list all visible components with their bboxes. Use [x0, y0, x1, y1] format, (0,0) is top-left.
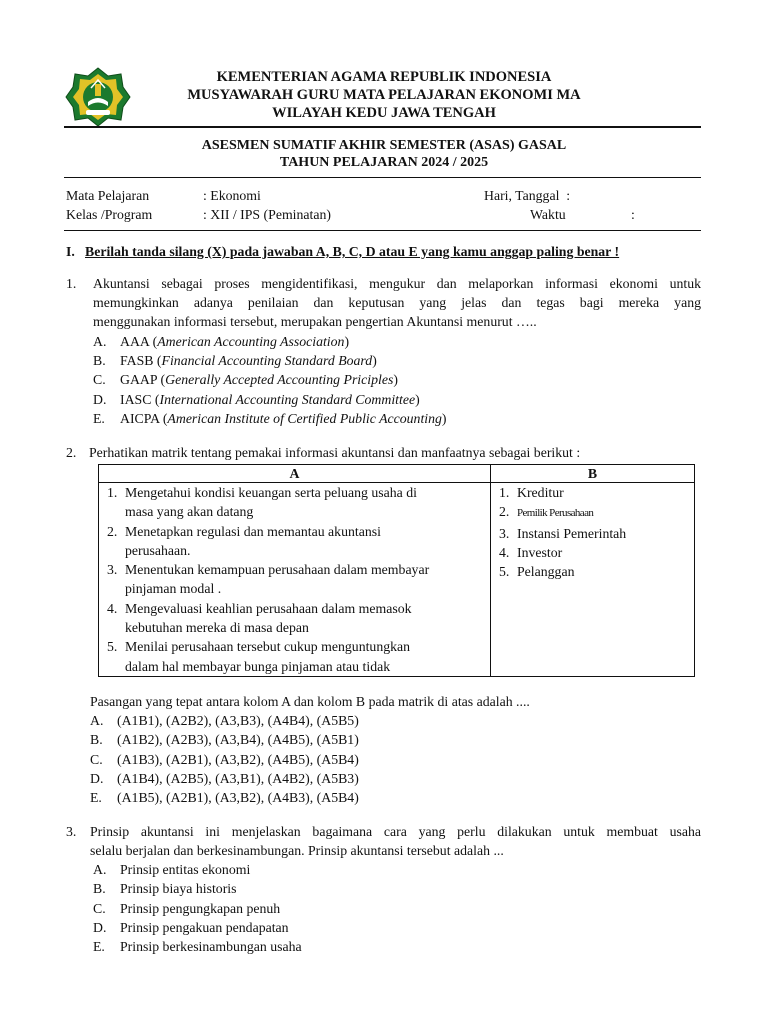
q1-option-d[interactable]: D. IASC (International Accounting Standard Committee): [93, 392, 420, 407]
q3-option-c[interactable]: C. Prinsip pengungkapan penuh: [93, 901, 281, 916]
matrix-column-b: [491, 483, 695, 677]
matrix-b-item-1: 1. Kreditur: [499, 485, 564, 500]
q1-line-1: Akuntansi sebagai proses mengidentifikasi, mengukur dan melaporkan informasi ekonomi untuk: [93, 276, 701, 291]
matrix-a-item-1: 1. Mengetahui kondisi keuangan serta peluang usaha di masa yang akan datang: [107, 485, 417, 520]
matrix-b-item-5: 5. Pelanggan: [499, 564, 575, 580]
header-mgmp: MUSYAWARAH GURU MATA PELAJARAN EKONOMI MA: [187, 87, 581, 103]
q2-question: Pasangan yang tepat antara kolom A dan kolom B pada matrik di atas adalah ....: [90, 694, 530, 709]
matrix-a-item-4: 4. Mengevaluasi keahlian perusahaan dalam memasok kebutuhan mereka di masa depan: [107, 600, 412, 636]
matrix-b-item-2: 2. Pemilik Perusahaan: [499, 504, 594, 520]
section-instruction: Berilah tanda silang (X) pada jawaban A, B, C, D atau E yang kamu anggap paling benar !: [85, 244, 620, 259]
subject-value: : Ekonomi: [203, 188, 261, 203]
section-number: I.: [66, 244, 75, 259]
q1-option-e[interactable]: E. AICPA (American Institute of Certified Public Accounting): [93, 411, 447, 426]
q2-option-d[interactable]: D. (A1B4), (A2B5), (A3,B1), (A4B2), (A5B3): [90, 771, 359, 786]
q2-matrix: [98, 464, 695, 677]
info-divider: [64, 230, 701, 231]
matrix-column-a: [99, 483, 491, 677]
matrix-a-item-3: 3. Menentukan kemampuan perusahaan dalam membayar pinjaman modal .: [107, 562, 430, 597]
matrix-a-item-5: 5. Menilai perusahaan tersebut cukup menguntungkan dalam hal membayar bunga pinjaman atau tidak: [107, 639, 411, 674]
header-region: WILAYAH KEDU JAWA TENGAH: [272, 105, 496, 121]
matrix-b-item-4: 4. Investor: [499, 544, 563, 560]
q1-number: 1.: [66, 276, 77, 291]
q2-option-a[interactable]: A. (A1B1), (A2B2), (A3,B3), (A4B4), (A5B5): [90, 713, 359, 728]
q1-option-b[interactable]: B. FASB (Financial Accounting Standard Board): [93, 353, 377, 368]
q1-option-a[interactable]: A. AAA (American Accounting Association): [93, 334, 350, 349]
ministry-logo: [64, 66, 132, 128]
q2-option-b[interactable]: B. (A1B2), (A2B3), (A3,B4), (A4B5), (A5B1): [90, 732, 359, 747]
matrix-b-item-3: 3. Instansi Pemerintah: [499, 525, 627, 541]
header-ministry: KEMENTERIAN AGAMA REPUBLIK INDONESIA: [216, 69, 552, 85]
time-label: Waktu: [530, 207, 566, 222]
matrix-header-a: A: [99, 465, 491, 483]
exam-year: TAHUN PELAJARAN 2024 / 2025: [279, 155, 489, 170]
q3-line-2: selalu berjalan dan berkesinambungan. Prinsip akuntansi tersebut adalah ...: [90, 843, 504, 858]
q2-option-c[interactable]: C. (A1B3), (A2B1), (A3,B2), (A4B5), (A5B4): [90, 752, 359, 767]
time-colon: :: [631, 207, 635, 222]
q1-option-c[interactable]: C. GAAP (Generally Accepted Accounting Priciples): [93, 372, 398, 387]
q3-line-1: Prinsip akuntansi ini menjelaskan bagaimana cara yang perlu dilakukan untuk membuat usaha: [90, 824, 701, 839]
q2-stem: Perhatikan matrik tentang pemakai informasi akuntansi dan manfaatnya sebagai berikut :: [89, 445, 581, 460]
date-label: Hari, Tanggal :: [484, 188, 571, 203]
q2-number: 2.: [66, 445, 77, 460]
class-label: Kelas /Program: [66, 207, 153, 222]
q2-option-e[interactable]: E. (A1B5), (A2B1), (A3,B2), (A4B3), (A5B4): [90, 790, 359, 805]
q1-line-2: memungkinkan adanya penilaian dan keputusan yang jelas dan tegas bagi mereka yang: [93, 295, 701, 310]
matrix-header-b: B: [491, 465, 695, 483]
q3-option-d[interactable]: D. Prinsip pengakuan pendapatan: [93, 920, 289, 935]
matrix-a-item-2: 2. Menetapkan regulasi dan memantau akuntansi perusahaan.: [107, 523, 381, 558]
q3-option-b[interactable]: B. Prinsip biaya historis: [93, 881, 237, 896]
q1-line-3: menggunakan informasi tersebut, merupakan pengertian Akuntansi menurut …..: [93, 314, 537, 329]
exam-title: ASESMEN SUMATIF AKHIR SEMESTER (ASAS) GASAL: [201, 138, 567, 153]
class-value: : XII / IPS (Peminatan): [203, 207, 331, 222]
title-divider: [64, 177, 701, 178]
q3-number: 3.: [66, 824, 77, 839]
subject-label: Mata Pelajaran: [66, 188, 150, 203]
q3-option-e[interactable]: E. Prinsip berkesinambungan usaha: [93, 939, 302, 954]
header-divider: [64, 126, 701, 128]
q3-option-a[interactable]: A. Prinsip entitas ekonomi: [93, 862, 251, 877]
